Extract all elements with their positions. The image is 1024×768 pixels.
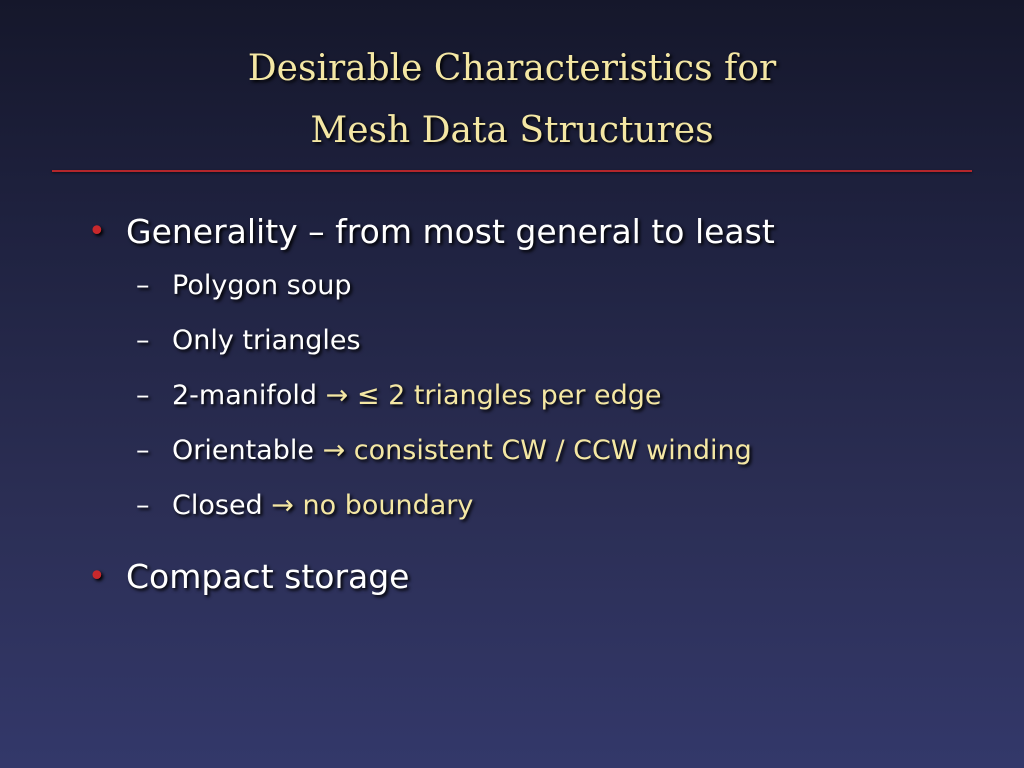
bullet-generality <box>88 206 988 258</box>
dash-icon: – <box>136 435 150 466</box>
subitem-text: Only triangles <box>172 325 361 356</box>
dash-icon: – <box>136 380 150 411</box>
subitem-text: Orientable <box>172 435 314 466</box>
subitem-orientable <box>88 423 988 478</box>
slide-title-line-2: Mesh Data Structures <box>310 110 714 151</box>
subitem-highlight: ≤ 2 triangles per edge <box>356 380 662 411</box>
generality-sublist <box>88 258 988 533</box>
subitem-highlight: consistent CW / CCW winding <box>353 435 752 466</box>
subitem-closed <box>88 478 988 533</box>
slide-title-line-1: Desirable Characteristics for <box>247 48 777 89</box>
subitem-polygon-soup <box>88 258 988 313</box>
arrow-right-icon: → <box>322 435 346 466</box>
bullet-icon: • <box>88 214 106 249</box>
subitem-text: Closed <box>172 490 263 521</box>
arrow-right-icon: → <box>271 490 294 521</box>
dash-icon: – <box>136 325 150 356</box>
dash-icon: – <box>136 270 150 301</box>
arrow-right-icon: → <box>325 380 349 411</box>
subitem-only-triangles <box>88 313 988 368</box>
title-divider <box>52 170 972 172</box>
bullet-list <box>88 206 988 603</box>
bullet-text: Compact storage <box>126 557 410 596</box>
subitem-text: Polygon soup <box>172 270 352 301</box>
subitem-highlight: no boundary <box>302 490 474 521</box>
bullet-icon: • <box>88 559 106 594</box>
bullet-text: Generality – from most general to least <box>126 212 775 251</box>
subitem-text: 2-manifold <box>172 380 318 411</box>
slide-title <box>0 38 1024 162</box>
bullet-compact-storage <box>88 551 988 603</box>
subitem-2-manifold <box>88 368 988 423</box>
dash-icon: – <box>136 490 150 521</box>
